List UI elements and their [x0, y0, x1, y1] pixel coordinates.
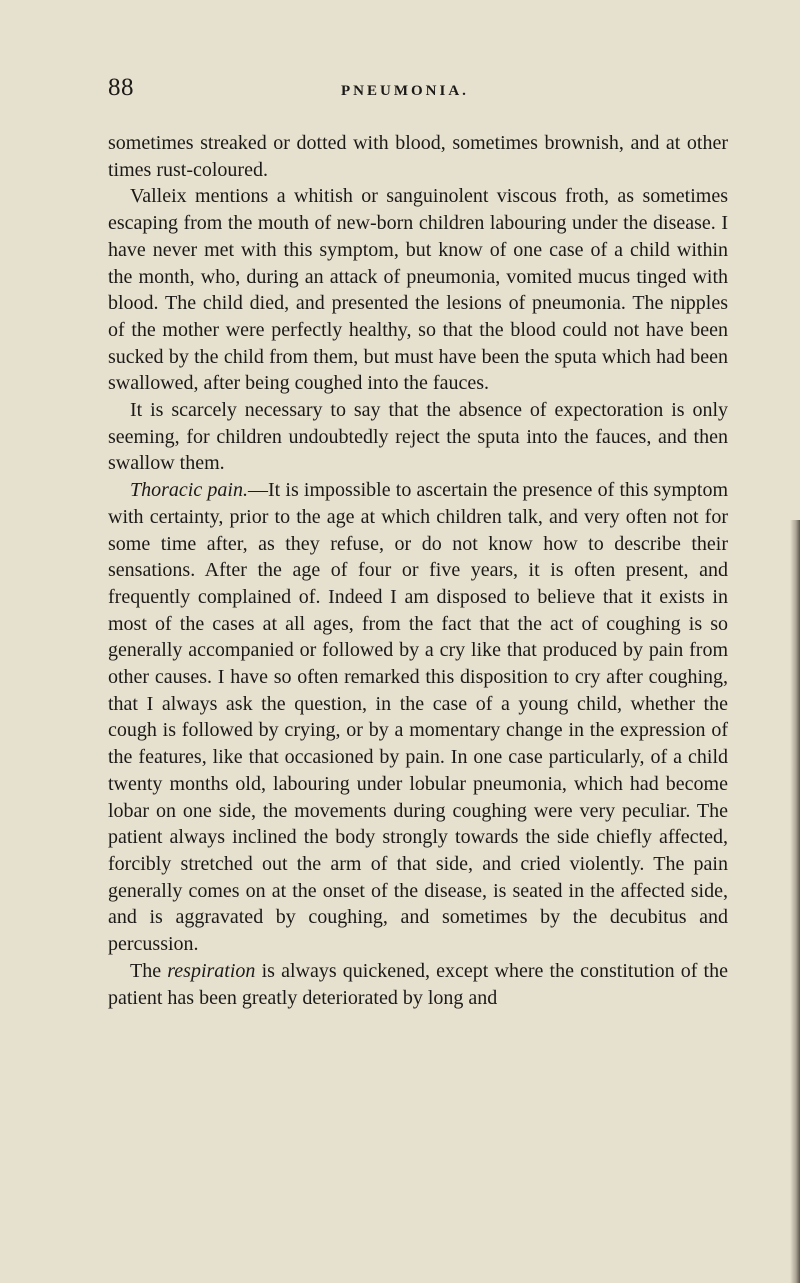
body-text	[108, 130, 728, 1011]
page-number: 88	[108, 74, 134, 101]
paragraph-respiration	[108, 958, 728, 1011]
paragraph-lead: The	[130, 959, 168, 982]
running-title: PNEUMONIA.	[341, 83, 469, 99]
paragraph-valleix	[108, 183, 728, 397]
paragraph-text: sometimes streaked or dotted with blood, sometimes brownish, and at other times rust-coloured.	[108, 132, 728, 181]
page-edge-shadow	[790, 520, 800, 1283]
section-heading-italic: Thoracic pain.	[130, 479, 248, 502]
paragraph-expectoration	[108, 397, 728, 477]
paragraph-text: —It is impossible to ascertain the presence of this symptom with certainty, prior to the age at which children talk, and very often not for some time after, as they refuse, or do not know how to describe their sensations. After the age of four or five years, it is often present, and frequently complained of. Indeed I am disposed to believe that it exists in most of the cases at all ages, from the fact that the act of coughing is so generally accompanied or followed by a cry like that produced by pain from other causes. I have so often remarked this disposition to cry after coughing, that I always ask the question, in the case of a young child, whether the cough is followed by crying, or by a momentary change in the expression of the features, like that occasioned by pain. In one case particularly, of a child twenty months old, labouring under lobular pneumonia, which had become lobar on one side, the movements during coughing were very peculiar. The patient always inclined the body strongly towards the side chiefly affected, forcibly stretched out the arm of that side, and cried violently. The pain generally comes on at the onset of the disease, is seated in the affected side, and is aggravated by coughing, and sometimes by the decubitus and percussion.	[108, 479, 728, 956]
section-term-italic: respiration	[167, 959, 256, 982]
paragraph-thoracic-pain	[108, 477, 728, 958]
page-header	[108, 74, 728, 110]
paragraph-text: Valleix mentions a whitish or sanguinolent viscous froth, as sometimes escaping from the mouth of new-born children labouring under the disease. I have never met with this symptom, but know of one case of a child within the month, who, during an attack of pneumonia, vomited mucus tinged with blood. The child died, and presented the lesions of pneumonia. The nipples of the mother were perfectly healthy, so that the blood could not have been sucked by the child from them, but must have been the sputa which had been swallowed, after being coughed into the fauces.	[108, 185, 728, 395]
paragraph-text: It is scarcely necessary to say that the absence of expectoration is only seeming, for children undoubtedly reject the sputa into the fauces, and then swallow them.	[108, 399, 728, 475]
paragraph-continuation	[108, 130, 728, 183]
paragraph-text: is always quickened, except where the constitution of the patient has been greatly deteriorated by long and	[108, 959, 728, 1009]
